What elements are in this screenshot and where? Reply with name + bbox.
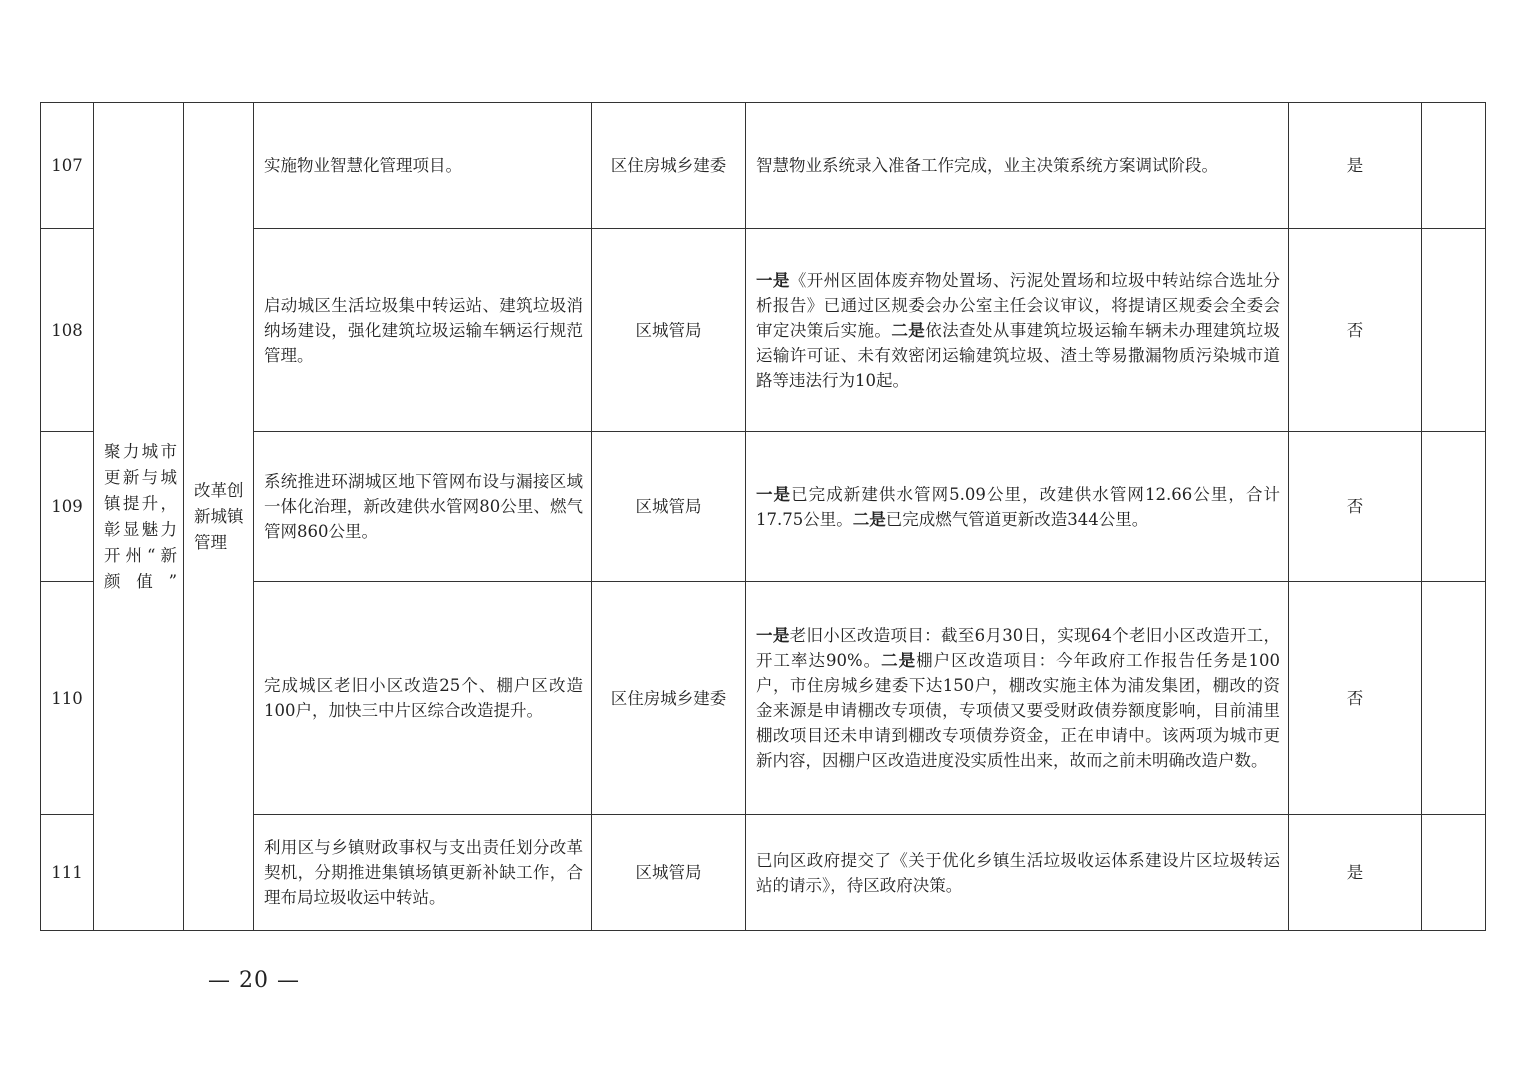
progress-emphasis: 二是	[881, 651, 917, 670]
progress-cell	[746, 582, 1289, 815]
status-cell: 否	[1289, 582, 1422, 815]
progress-emphasis: 一是	[756, 626, 790, 645]
responsible-unit-cell: 区住房城乡建委	[592, 582, 746, 815]
progress-emphasis: 二是	[852, 509, 886, 529]
table-row	[41, 815, 1486, 931]
progress-text: 棚户区改造项目：今年政府工作报告任务是100户，市住房城乡建委下达150户，棚改实施主体为浦发集团，棚改的资金来源是申请棚改专项债，专项债又要受财政债券额度影响，目前浦里棚改项目还未申请到棚改专项债券资金，正在申请中。该两项为城市更新内容，因棚户区改造进度没实质性出来，故而之前未明确改造户数。	[756, 651, 1281, 770]
progress-emphasis: 一是	[756, 270, 790, 290]
progress-text: 依法查处从事建筑垃圾运输车辆未办理建筑垃圾运输许可证、未有效密闭运输建筑垃圾、渣土等易撒漏物质污染城市道路等违法行为10起。	[756, 320, 1281, 390]
progress-cell	[746, 815, 1289, 931]
row-number: 110	[41, 582, 94, 815]
page-number: — 20 —	[208, 968, 300, 993]
table-row	[41, 229, 1486, 432]
task-cell: 完成城区老旧小区改造25个、棚户区改造100户，加快三中片区综合改造提升。	[254, 582, 592, 815]
responsible-unit-cell: 区住房城乡建委	[592, 103, 746, 229]
progress-text: 老旧小区改造项目：截至6月30日，实现64个老旧小区改造开工，开工率达90%。	[756, 626, 1280, 670]
task-cell: 实施物业智慧化管理项目。	[254, 103, 592, 229]
task-cell: 系统推进环湖城区地下管网布设与漏接区域一体化治理，新改建供水管网80公里、燃气管网860公里。	[254, 432, 592, 582]
remarks-cell	[1422, 229, 1486, 432]
progress-emphasis: 二是	[891, 320, 926, 340]
status-cell: 是	[1289, 103, 1422, 229]
status-cell: 是	[1289, 815, 1422, 931]
table-row	[41, 582, 1486, 815]
task-cell: 利用区与乡镇财政事权与支出责任划分改革契机，分期推进集镇场镇更新补缺工作，合理布局垃圾收运中转站。	[254, 815, 592, 931]
remarks-cell	[1422, 582, 1486, 815]
progress-text: 智慧物业系统录入准备工作完成，业主决策系统方案调试阶段。	[756, 156, 1218, 175]
measure-cell: 改革创新城镇管理	[184, 103, 254, 931]
responsible-unit-cell: 区城管局	[592, 815, 746, 931]
row-number: 107	[41, 103, 94, 229]
progress-text: 已完成新建供水管网5.09公里，改建供水管网12.66公里，合计17.75公里。	[756, 484, 1280, 529]
progress-text: 《开州区固体废弃物处置场、污泥处置场和垃圾中转站综合选址分析报告》已通过区规委会办公室主任会议审议，将提请区规委会全委会审定决策后实施。	[756, 270, 1281, 340]
progress-cell	[746, 103, 1289, 229]
row-number: 109	[41, 432, 94, 582]
responsible-unit-cell: 区城管局	[592, 432, 746, 582]
work-area-cell: 聚力城市更新与城镇提升，彰显魅力开州“新颜值”	[94, 103, 184, 931]
progress-table	[40, 102, 1486, 931]
remarks-cell	[1422, 432, 1486, 582]
status-cell: 否	[1289, 432, 1422, 582]
status-cell: 否	[1289, 229, 1422, 432]
progress-cell	[746, 432, 1289, 582]
remarks-cell	[1422, 815, 1486, 931]
progress-emphasis: 一是	[756, 484, 792, 504]
task-cell: 启动城区生活垃圾集中转运站、建筑垃圾消纳场建设，强化建筑垃圾运输车辆运行规范管理。	[254, 229, 592, 432]
remarks-cell	[1422, 103, 1486, 229]
table-row	[41, 432, 1486, 582]
progress-text: 已向区政府提交了《关于优化乡镇生活垃圾收运体系建设片区垃圾转运站的请示》，待区政府决策。	[756, 850, 1280, 895]
row-number: 111	[41, 815, 94, 931]
progress-text: 已完成燃气管道更新改造344公里。	[885, 509, 1149, 529]
responsible-unit-cell: 区城管局	[592, 229, 746, 432]
table-row	[41, 103, 1486, 229]
progress-cell	[746, 229, 1289, 432]
row-number: 108	[41, 229, 94, 432]
